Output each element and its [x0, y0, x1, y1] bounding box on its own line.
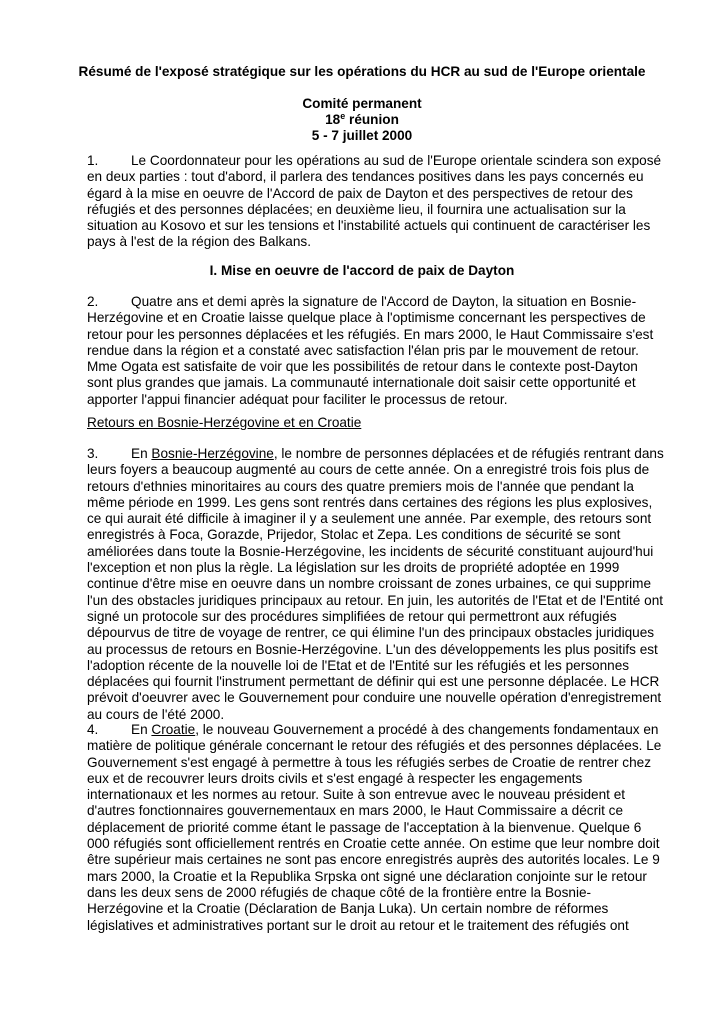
- paragraph-2: [87, 294, 665, 408]
- paragraph-text: Le Coordonnateur pour les opérations au sud de l'Europe orientale scindera son exposé en deux parties : tout d'abord, il parlera des tendances positives dans les pays concernés eu égard à la mise en oeuvre de l'Accord de paix de Dayton et des perspectives de retour des réfugiés et des personnes déplacées; en deuxième lieu, il fournira une actualisation sur la situation au Kosovo et sur les tensions et l'instabilité actuels qui continuent de caractériser les pays à l'est de la région des Balkans.: [87, 153, 662, 250]
- paragraph-number: 1.: [87, 153, 99, 168]
- paragraph-number: 4.: [87, 722, 99, 737]
- subsection-heading: [87, 415, 665, 431]
- document-title: Résumé de l'exposé stratégique sur les opérations du HCR au sud de l'Europe orientale: [78, 64, 646, 79]
- paragraph-text: , le nouveau Gouvernement a procédé à des changements fondamentaux en matière de politique générale concernant le retour des réfugiés et des personnes déplacées. Le Gouvernement s'est engagé à permettre à tous les réfugiés serbes de Croatie de rentrer chez eux et de recouvrer leurs droits civils et s'est engagé à respecter les engagements internationaux et les normes au retour. Suite à son entrevue avec le nouveau président et d'autres fonctionnaires gouvernementaux en mars 2000, le Haut Commissaire a décrit ce déplacement de priorité comme étant le passage de l'acceptation à la bienvenue. Quelque 6 000 réfugiés sont officiellement rentrés en Croatie cette année. On estime que leur nombre doit être supérieur mais certaines ne sont pas encore enregistrés auprès des autorités locales. Le 9 mars 2000, la Croatie et la Republika Srpska ont signé une déclaration conjointe sur le retour dans les deux sens de 2000 réfugiés de chaque côté de la frontière entre la Bosnie-Herzégovine et la Croatie (Déclaration de Banja Luka). Un certain nombre de réformes législatives et administratives portant sur le droit au retour et le traitement des réfugiés ont: [87, 722, 662, 933]
- meeting-number-value: 18: [325, 112, 341, 127]
- country-name: Croatie: [151, 722, 196, 737]
- meeting-number-word: réunion: [345, 112, 399, 127]
- subsection-heading-text: Retours en Bosnie-Herzégovine et en Croatie: [87, 415, 362, 430]
- paragraph-lead: En: [131, 446, 152, 461]
- meeting-number: [60, 112, 664, 128]
- paragraph-4: [87, 722, 665, 934]
- paragraph-text: , le nombre de personnes déplacées et de réfugiés rentrant dans leurs foyers a beaucoup augmenté au cours de cette année. On a enregistré trois fois plus de retours d'ethnies minoritaires au cours des quatre premiers mois de l'année que pendant la même période en 1999. Les gens sont rentrés dans certaines des régions les plus explosives, ce qui aurait été difficile à imaginer il y a seulement une année. Par exemple, des retours sont enregistrés à Foca, Gorazde, Prijedor, Stolac et Zepa. Les conditions de sécurité se sont améliorées dans toute la Bosnie-Herzégovine, les incidents de sécurité constituant aujourd'hui l'exception et non plus la règle. La législation sur les droits de propriété adoptée en 1999 continue d'être mise en oeuvre dans un nombre croissant de zones urbaines, ce qui supprime l'un des obstacles juridiques principaux au retour. En juin, les autorités de l'Etat et de l'Entité ont signé un protocole sur des procédures simplifiées de retour qui permettront aux réfugiés dépourvus de titre de voyage de rentrer, ce qui élimine l'un des principaux obstacles juridiques au processus de retours en Bosnie-Herzégovine. L'un des développements les plus positifs est l'adoption récente de la nouvelle loi de l'Etat et de l'Entité sur les réfugiés et les personnes déplacées qui fournit l'instrument permettant de définir qui est une personne déplacée. Le HCR prévoit d'oeuvrer avec le Gouvernement pour conduire une nouvelle opération d'enregistrement au cours de l'été 2000.: [87, 446, 664, 722]
- meeting-number-suffix: e: [340, 111, 346, 121]
- paragraph-3: [87, 446, 665, 723]
- country-name: Bosnie-Herzégovine: [151, 446, 274, 461]
- meeting-dates: 5 - 7 juillet 2000: [311, 128, 413, 143]
- paragraph-lead: En: [131, 722, 152, 737]
- paragraph-number: 2.: [87, 294, 99, 309]
- paragraph-text: Quatre ans et demi après la signature de l'Accord de Dayton, la situation en Bosnie-Herzégovine et en Croatie laisse quelque place à l'optimisme concernant les perspectives de retour pour les personnes déplacées et les réfugiés. En mars 2000, le Haut Commissaire s'est rendue dans la région et a constaté avec satisfaction l'élan pris par le mouvement de retour. Mme Ogata est satisfaite de voir que les possibilités de retour dans le contexte post-Dayton sont plus grandes que jamais. La communauté internationale doit saisir cette opportunité et apporter l'appui financier adéquat pour faciliter le processus de retour.: [87, 294, 654, 407]
- paragraph-1: [87, 153, 665, 251]
- paragraph-number: 3.: [87, 446, 99, 461]
- committee-name: Comité permanent: [302, 96, 422, 111]
- section-heading: I. Mise en oeuvre de l'accord de paix de Dayton: [209, 263, 515, 278]
